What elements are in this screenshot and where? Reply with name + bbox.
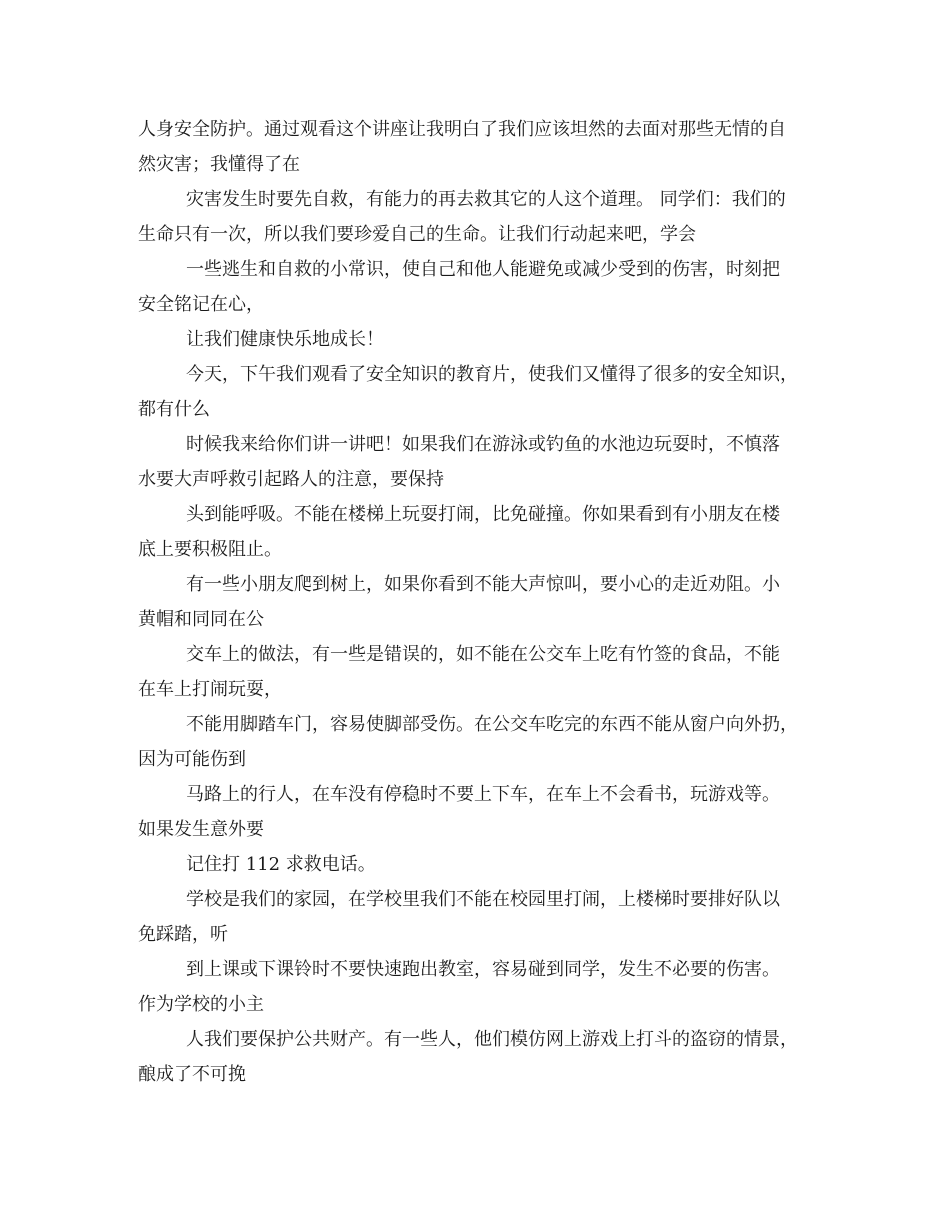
text-line: 人我们要保护公共财产。有一些人，他们模仿网上游戏上打斗的盗窃的情景， xyxy=(186,1029,798,1050)
text-line: 灾害发生时要先自救，有能力的再去救其它的人这个道理。 同学们：我们的 xyxy=(186,189,786,210)
text-line: 有一些小朋友爬到树上，如果你看到不能大声惊叫，要小心的走近劝阻。小 xyxy=(186,574,780,595)
text-line: 头到能呼吸。不能在楼梯上玩耍打闹，比免碰撞。你如果看到有小朋友在楼 xyxy=(186,504,780,525)
text-line: 不能用脚踏车门，容易使脚部受伤。在公交车吃完的东西不能从窗户向外扔， xyxy=(186,714,798,735)
text-line: 因为可能伤到 xyxy=(138,749,246,770)
text-line: 酿成了不可挽 xyxy=(138,1064,246,1085)
text-line: 一些逃生和自救的小常识，使自己和他人能避免或减少受到的伤害，时刻把 xyxy=(186,259,780,280)
text-line: 人身安全防护。通过观看这个讲座让我明白了我们应该坦然的去面对那些无情的自 xyxy=(138,119,786,140)
text-line: 学校是我们的家园，在学校里我们不能在校园里打闹，上楼梯时要排好队以 xyxy=(186,889,780,910)
text-line: 今天，下午我们观看了安全知识的教育片，使我们又懂得了很多的安全知识， xyxy=(186,364,798,385)
text-line: 底上要积极阻止。 xyxy=(138,539,282,560)
text-line: 免踩踏，听 xyxy=(138,924,228,945)
text-line: 安全铭记在心， xyxy=(138,294,264,315)
text-line: 作为学校的小主 xyxy=(138,994,264,1015)
text-line: 都有什么 xyxy=(138,399,210,420)
text-line: 然灾害；我懂得了在 xyxy=(138,154,300,175)
text-line: 到上课或下课铃时不要快速跑出教室，容易碰到同学，发生不必要的伤害。 xyxy=(186,959,780,980)
text-line: 马路上的行人，在车没有停稳时不要上下车，在车上不会看书，玩游戏等。 xyxy=(186,784,780,805)
text-line: 时候我来给你们讲一讲吧！如果我们在游泳或钓鱼的水池边玩耍时，不慎落 xyxy=(186,434,780,455)
text-line: 在车上打闹玩耍， xyxy=(138,679,282,700)
text-line: 交车上的做法，有一些是错误的，如不能在公交车上吃有竹签的食品，不能 xyxy=(186,644,780,665)
text-line: 黄帽和同同在公 xyxy=(138,609,264,630)
text-line: 如果发生意外要 xyxy=(138,819,264,840)
text-line: 水要大声呼救引起路人的注意，要保持 xyxy=(138,469,444,490)
text-line: 记住打 112 求救电话。 xyxy=(186,854,376,875)
text-line: 生命只有一次，所以我们要珍爱自己的生命。让我们行动起来吧，学会 xyxy=(138,224,696,245)
text-line: 让我们健康快乐地成长！ xyxy=(186,329,384,350)
